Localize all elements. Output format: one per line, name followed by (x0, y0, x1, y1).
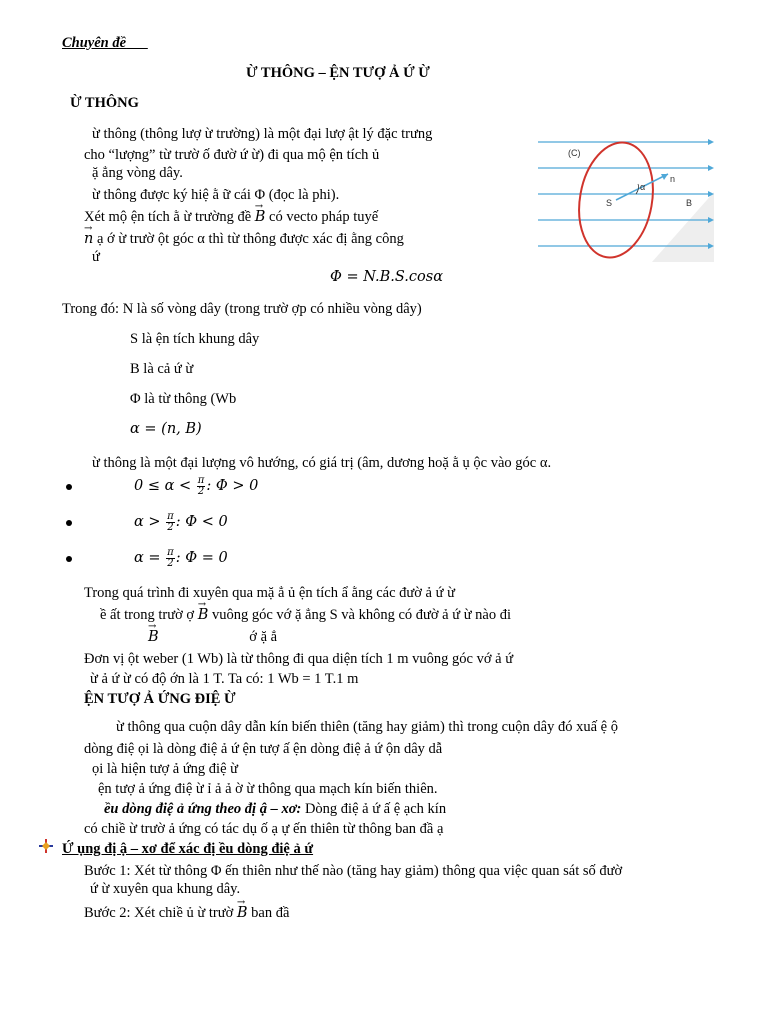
alpha-definition: α = (n, B) (130, 421, 202, 437)
flux-diagram (532, 132, 714, 262)
vector-b: → B (237, 904, 248, 922)
text-line: Xét mộ ện tích ằ ừ trường đề → B có vecto pháp tuyế (84, 208, 378, 226)
step-line: ứ ừ xuyên qua khung dây. (90, 881, 241, 897)
bullet-dot (66, 520, 72, 526)
text-line: cho “lượng” từ trườ ố đườ ứ ừ) đi qua mộ ện tích ủ (84, 147, 380, 163)
vector-b: → B (198, 606, 209, 624)
bullet-dot (66, 556, 72, 562)
text-line: ện tượ ả ứng điệ ừ ỉ ả ả ờ ừ thông qua mạch kín biến thiên. (98, 781, 438, 797)
text-line: ừ ả ứ ừ có độ ớn là 1 T. Ta có: 1 Wb = 1 T.1 m (90, 671, 359, 687)
vector-n: → n (84, 230, 93, 248)
vector-b: → B (255, 208, 266, 226)
page-title: Ừ THÔNG – ỆN TƯỢ Ả Ứ Ừ (246, 65, 430, 81)
where-label: Trong đó: N là số vòng dây (trong trườ ợp có nhiều vòng dây) (62, 301, 422, 317)
text-line: ừ thông (thông lượ ừ trường) là một đại lượ ật lý đặc trưng (92, 126, 433, 142)
text-line: ừ thông được ký hiệ ằ ữ cái Φ (đọc là phi). (92, 187, 340, 203)
vector-b: → B (148, 628, 159, 646)
section-heading-induction: ỆN TƯỢ Ả ỨNG ĐIỆ Ừ (84, 691, 236, 707)
scalar-line: ừ thông là một đại lượng vô hướng, có giá trị (âm, dương hoặ ằ ụ ộc vào góc α. (92, 455, 552, 471)
label-alpha: α (640, 182, 646, 192)
topic-header: Chuyên đề (62, 35, 127, 51)
lenz-rule-line: ều dòng điệ ả ứng theo đị ậ – xơ: Dòng điệ ả ứ ấ ệ ạch kín (104, 801, 447, 817)
section-heading-flux: Ừ THÔNG (70, 95, 139, 111)
def-b: B là cả ứ ừ (130, 361, 194, 377)
label-c: (C) (568, 148, 581, 158)
figure-shade (652, 192, 714, 262)
text-line: Đơn vị ột weber (1 Wb) là từ thông đi qua diện tích 1 m vuông góc vớ ả ứ (84, 651, 514, 667)
text-line: ề ất trong trườ ợ → B vuông góc vớ ặ ẳng S và không có đườ ả ứ ừ nào đi (100, 606, 511, 624)
bullet-dot (66, 484, 72, 490)
def-s: S là ện tích khung dây (130, 331, 260, 347)
text-line: ặ ẳng vòng dây. (92, 165, 183, 181)
lenz-rule-title: ều dòng điệ ả ứng theo đị ậ – xơ: (104, 801, 302, 817)
flux-formula: Φ = N.B.S.cosα (330, 269, 443, 285)
text-line: có chiề ừ trườ ả ứng có tác dụ ố ạ ự ến thiên từ thông ban đầ ạ (84, 821, 444, 837)
text-line: → B ớ ặ ẳ (148, 628, 277, 646)
text-line: dòng điệ ọi là dòng điệ ả ứ ện tượ ấ ện dòng điệ ả ứ ộn dây dẫ (84, 741, 443, 757)
label-s: S (606, 198, 613, 208)
text-line: ọi là hiện tượ ả ứng điệ ừ (92, 761, 239, 777)
section-heading-method: Ứ ụng đị ậ – xơ để xác đị ều dòng điệ ả ứ (62, 841, 314, 857)
text-line: ừ thông qua cuộn dây dẫn kín biến thiên (tăng hay giảm) thì trong cuộn dây đó xuấ ệ ộ (116, 719, 618, 735)
step-line: Bước 1: Xét từ thông Φ ến thiên như thế nào (tăng hay giảm) thông qua việc quan sát số đườ (84, 863, 623, 879)
flux-figure (532, 132, 714, 262)
bullet-condition: 0 ≤ α < $\frac{\pi}{2}$ : Φ > 0 (134, 474, 259, 497)
label-n: n (670, 174, 676, 184)
text-line: Trong quá trình đi xuyên qua mặ ẳ ủ ện tích ẩ ằng các đườ ả ứ ừ (84, 585, 455, 601)
pushpin-icon (38, 838, 54, 854)
bullet-condition: α > $\frac{\pi}{2}$ : Φ < 0 (134, 510, 228, 533)
bullet-condition: α = $\frac{\pi}{2}$ : Φ = 0 (134, 546, 228, 569)
def-phi: Φ là từ thông (Wb (130, 391, 237, 407)
step-line: Bước 2: Xét chiề ủ ừ trườ → B ban đầ (84, 904, 289, 922)
label-b: B (686, 198, 693, 208)
text-line: → n ạ ớ ừ trườ ột góc α thì từ thông được xác đị ằng công (84, 230, 404, 248)
text-line: ứ (92, 249, 100, 265)
